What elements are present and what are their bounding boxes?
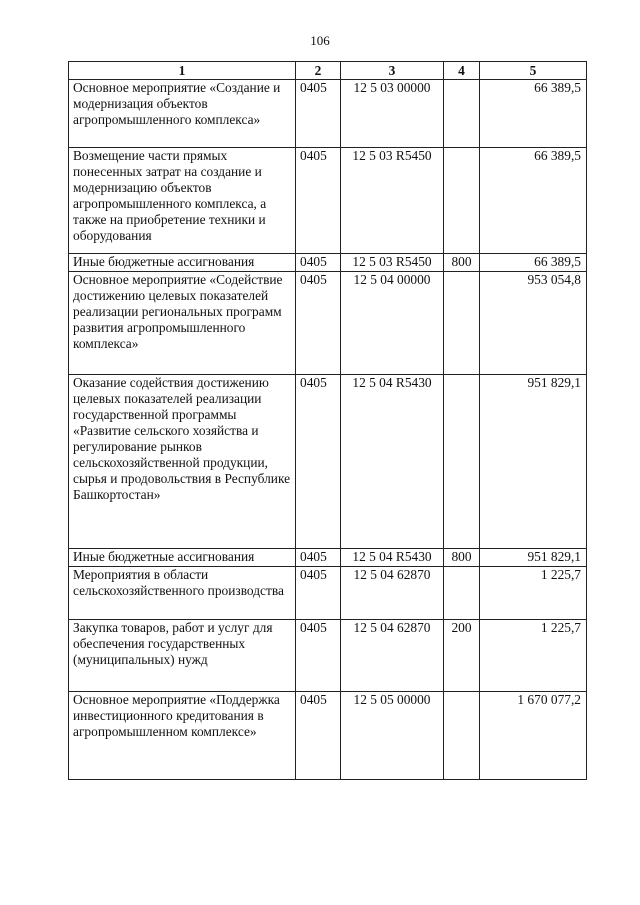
row-section: 0405 <box>296 549 341 567</box>
row-amount: 66 389,5 <box>480 148 587 254</box>
row-section: 0405 <box>296 80 341 148</box>
row-name: Основное мероприятие «Создание и модернизация объектов агропромышленного комплекса» <box>69 80 296 148</box>
table-row <box>69 620 587 692</box>
table-row <box>69 80 587 148</box>
row-type <box>444 80 480 148</box>
header-col-4: 4 <box>444 62 480 80</box>
table-row <box>69 148 587 254</box>
table-row <box>69 692 587 780</box>
row-type <box>444 692 480 780</box>
row-amount: 1 225,7 <box>480 567 587 620</box>
row-code: 12 5 04 00000 <box>341 272 444 375</box>
table-row <box>69 549 587 567</box>
row-amount: 951 829,1 <box>480 375 587 549</box>
header-col-2: 2 <box>296 62 341 80</box>
row-name: Мероприятия в области сельскохозяйственного производства <box>69 567 296 620</box>
header-col-3: 3 <box>341 62 444 80</box>
row-name: Иные бюджетные ассигнования <box>69 549 296 567</box>
table-row <box>69 272 587 375</box>
row-type: 200 <box>444 620 480 692</box>
row-type: 800 <box>444 254 480 272</box>
row-amount: 66 389,5 <box>480 80 587 148</box>
row-code: 12 5 03 R5450 <box>341 148 444 254</box>
table-row <box>69 254 587 272</box>
row-amount: 951 829,1 <box>480 549 587 567</box>
row-code: 12 5 04 R5430 <box>341 375 444 549</box>
row-section: 0405 <box>296 692 341 780</box>
row-section: 0405 <box>296 148 341 254</box>
row-name: Основное мероприятие «Поддержка инвестиционного кредитования в агропромышленном комплексе» <box>69 692 296 780</box>
row-type <box>444 375 480 549</box>
row-code: 12 5 03 R5450 <box>341 254 444 272</box>
row-code: 12 5 04 62870 <box>341 620 444 692</box>
row-name: Оказание содействия достижению целевых показателей реализации государственной программы «Развитие сельского хозяйства и регулирование рынков сельскохозяйственной продукции, сырья и продовольствия в Республике Башкортостан» <box>69 375 296 549</box>
row-type: 800 <box>444 549 480 567</box>
row-type <box>444 148 480 254</box>
row-name: Возмещение части прямых понесенных затрат на создание и модернизацию объектов агропромышленного комплекса, а также на приобретение техники и оборудования <box>69 148 296 254</box>
row-section: 0405 <box>296 375 341 549</box>
row-amount: 66 389,5 <box>480 254 587 272</box>
row-code: 12 5 04 62870 <box>341 567 444 620</box>
row-amount: 1 670 077,2 <box>480 692 587 780</box>
row-name: Иные бюджетные ассигнования <box>69 254 296 272</box>
header-col-5: 5 <box>480 62 587 80</box>
row-name: Закупка товаров, работ и услуг для обеспечения государственных (муниципальных) нужд <box>69 620 296 692</box>
budget-table <box>68 61 587 780</box>
table-row <box>69 375 587 549</box>
header-row <box>69 62 587 80</box>
row-section: 0405 <box>296 254 341 272</box>
row-code: 12 5 03 00000 <box>341 80 444 148</box>
row-section: 0405 <box>296 272 341 375</box>
row-section: 0405 <box>296 567 341 620</box>
table-row <box>69 567 587 620</box>
row-amount: 953 054,8 <box>480 272 587 375</box>
row-code: 12 5 04 R5430 <box>341 549 444 567</box>
row-type <box>444 272 480 375</box>
row-section: 0405 <box>296 620 341 692</box>
row-amount: 1 225,7 <box>480 620 587 692</box>
row-code: 12 5 05 00000 <box>341 692 444 780</box>
row-name: Основное мероприятие «Содействие достижению целевых показателей реализации региональных программ развития агропромышленного комплекса» <box>69 272 296 375</box>
page-number: 106 <box>310 33 330 48</box>
row-type <box>444 567 480 620</box>
header-col-1: 1 <box>69 62 296 80</box>
